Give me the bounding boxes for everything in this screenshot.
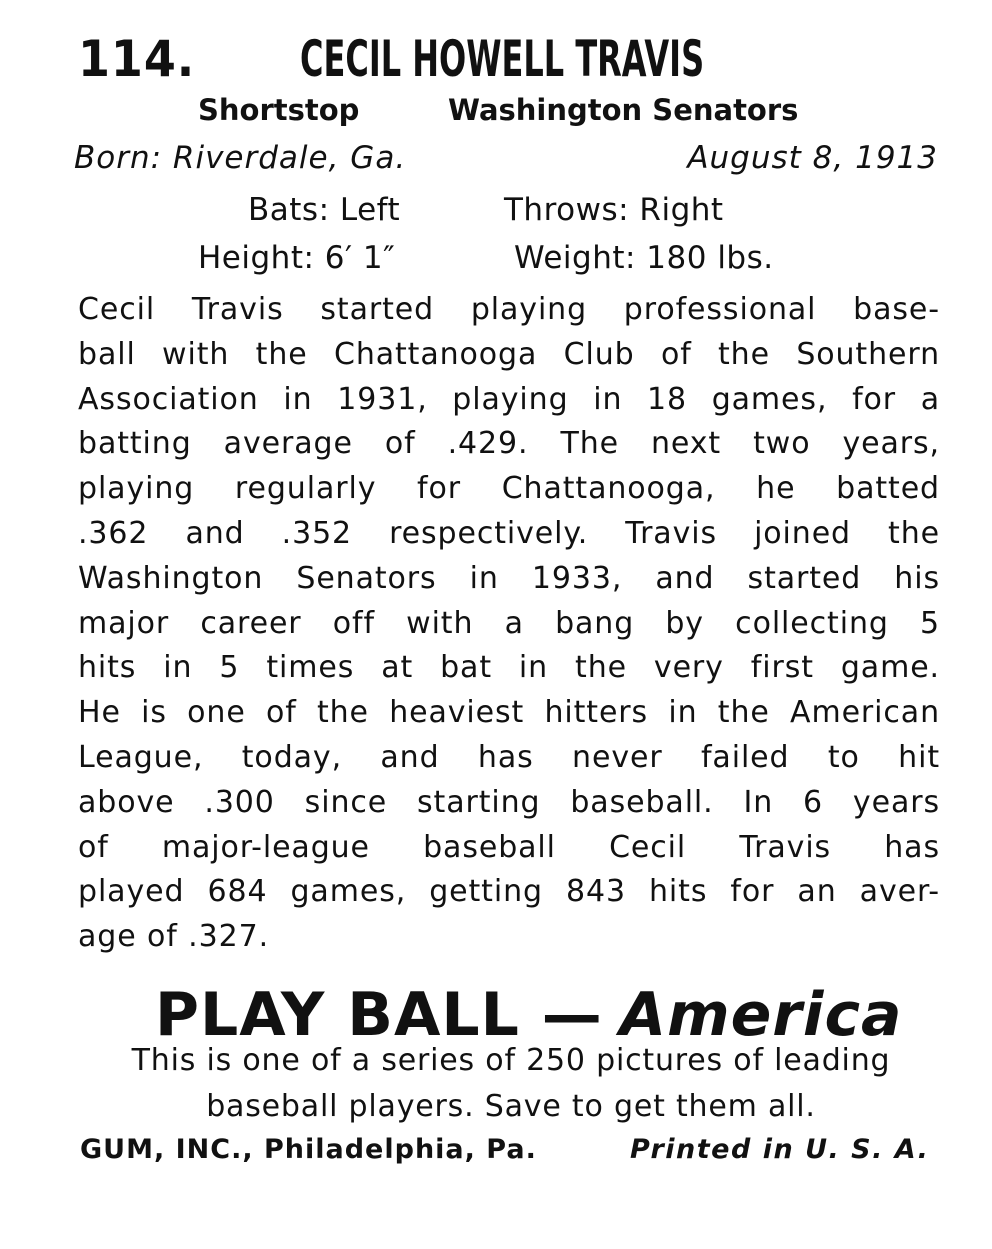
series-note-line-1: This is one of a series of 250 pictures of leading	[131, 1043, 891, 1078]
biography-line: ball with the Chattanooga Club of the Southern	[78, 336, 940, 372]
biography-line: played 684 games, getting 843 hits for an aver-	[78, 874, 940, 910]
slogan-main: PLAY BALL	[155, 980, 520, 1050]
slogan-separator: —	[541, 980, 598, 1050]
player-team: Washington Senators	[448, 93, 799, 127]
height: Height: 6′ 1″	[198, 240, 396, 276]
publisher: GUM, INC., Philadelphia, Pa.	[80, 1134, 537, 1165]
series-note-line-2: baseball players. Save to get them all.	[206, 1089, 816, 1124]
bats: Bats: Left	[248, 192, 401, 228]
birthplace: Born: Riverdale, Ga.	[74, 140, 407, 176]
weight: Weight: 180 lbs.	[514, 240, 774, 276]
biography-line: above .300 since starting baseball. In 6 years	[78, 784, 940, 820]
printed-in: Printed in U. S. A.	[630, 1134, 930, 1165]
biography	[78, 288, 940, 960]
birthdate: August 8, 1913	[687, 140, 938, 176]
biography-line: hits in 5 times at bat in the very first game.	[78, 650, 940, 686]
biography-line: playing regularly for Chattanooga, he batted	[78, 471, 940, 507]
biography-line: League, today, and has never failed to hit	[78, 739, 940, 775]
throws: Throws: Right	[504, 192, 724, 228]
biography-line: of major-league baseball Cecil Travis has	[78, 829, 940, 865]
biography-line: Washington Senators in 1933, and started his	[78, 560, 940, 596]
slogan	[155, 980, 903, 1050]
biography-line: Association in 1931, playing in 18 games, for a	[78, 381, 940, 417]
card-number: 114.	[78, 30, 196, 88]
biography-line: batting average of .429. The next two years,	[78, 426, 940, 462]
slogan-america: America	[619, 980, 903, 1050]
biography-line: Cecil Travis started playing professional base-	[78, 292, 940, 327]
biography-line: major career off with a bang by collecting 5	[78, 605, 940, 641]
biography-line: .362 and .352 respectively. Travis joined the	[78, 515, 940, 551]
biography-line: He is one of the heaviest hitters in the American	[78, 695, 940, 731]
player-name: CECIL HOWELL TRAVIS	[300, 30, 705, 88]
biography-line: age of .327.	[78, 919, 270, 955]
player-position: Shortstop	[198, 93, 360, 127]
